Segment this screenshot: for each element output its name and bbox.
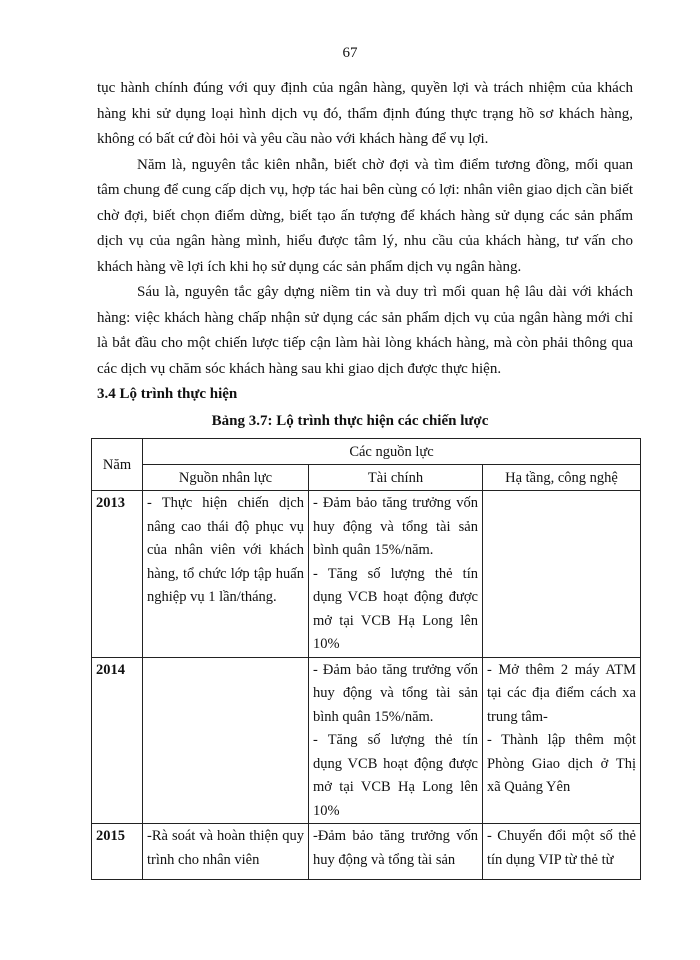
cell-infrastructure [483, 657, 641, 824]
cell-finance [309, 657, 483, 824]
infrastructure-item: - Mở thêm 2 máy ATM tại các địa điểm cách xa trung tâm- [487, 661, 636, 725]
cell-finance [309, 491, 483, 658]
finance-item: -Đảm bảo tăng trưởng vốn huy động và tổng tài sản [313, 828, 478, 868]
header-infrastructure: Hạ tầng, công nghệ [483, 465, 641, 491]
header-year: Năm [92, 439, 143, 491]
table-row [92, 657, 641, 824]
finance-item: - Đảm bảo tăng trưởng vốn huy động và tổng tài sản bình quân 15%/năm. [313, 495, 478, 558]
roadmap-table [91, 438, 641, 880]
finance-item: - Đảm bảo tăng trưởng vốn huy động và tổng tài sản bình quân 15%/năm. [313, 661, 478, 725]
section-heading: 3.4 Lộ trình thực hiện [97, 386, 238, 402]
cell-infrastructure [483, 824, 641, 880]
header-resources: Các nguồn lực [143, 439, 641, 465]
body-text [97, 76, 633, 382]
row-year: 2014 [92, 657, 143, 824]
cell-finance [309, 824, 483, 880]
infrastructure-item: - Chuyển đổi một số thẻ tín dụng VIP từ thẻ từ [487, 828, 636, 868]
row-year: 2015 [92, 824, 143, 880]
infrastructure-item: - Thành lập thêm một Phòng Giao dịch ở Thị xã Quảng Yên [487, 732, 636, 795]
table-row [92, 824, 641, 880]
paragraph-continued: tục hành chính đúng với quy định của ngân hàng, quyền lợi và trách nhiệm của khách hàng khi sử dụng loại hình dịch vụ đó, thẩm định đúng thực trạng hồ sơ khách hàng, không có bất cứ đòi hỏi và yêu cầu nào với khách hàng để vụ lợi. [97, 80, 633, 147]
table-header-row [92, 439, 641, 465]
cell-human-resources [143, 657, 309, 824]
cell-human-resources: - Thực hiện chiến dịch nâng cao thái độ phục vụ của nhân viên với khách hàng, tổ chức lớp tập huấn nghiệp vụ 1 lần/tháng. [143, 491, 309, 658]
finance-item: - Tăng số lượng thẻ tín dụng VCB hoạt động được mở tại VCB Hạ Long lên 10% [313, 732, 478, 819]
table-subheader-row [92, 465, 641, 491]
table-row [92, 491, 641, 658]
table-caption: Bảng 3.7: Lộ trình thực hiện các chiến lược [211, 413, 489, 429]
page-number: 67 [342, 45, 358, 61]
header-human-resources: Nguồn nhân lực [143, 465, 309, 491]
finance-item: - Tăng số lượng thẻ tín dụng VCB hoạt động được mở tại VCB Hạ Long lên 10% [313, 565, 478, 652]
header-finance: Tài chính [309, 465, 483, 491]
paragraph-principle-five: Năm là, nguyên tắc kiên nhẫn, biết chờ đợi và tìm điểm tương đồng, mối quan tâm chung để cung cấp dịch vụ, hợp tác hai bên cùng có lợi: nhân viên giao dịch cần biết chờ đợi, biết chọn điểm dừng, biết tạo ấn tượng để khách hàng sử dụng các sản phẩm dịch vụ của ngân hàng mình, hiểu được tâm lý, nhu cầu của khách hàng, tư vấn cho khách hàng về lợi ích khi họ sử dụng các sản phẩm dịch vụ ngân hàng. [97, 156, 633, 275]
cell-infrastructure [483, 491, 641, 658]
row-year: 2013 [92, 491, 143, 658]
cell-human-resources: -Rà soát và hoàn thiện quy trình cho nhân viên [143, 824, 309, 880]
paragraph-principle-six: Sáu là, nguyên tắc gây dựng niềm tin và duy trì mối quan hệ lâu dài với khách hàng: việc khách hàng chấp nhận sử dụng các sản phẩm dịch vụ của ngân hàng mới chỉ là bắt đầu cho một chiến lược tiếp cận làm hài lòng khách hàng, mà còn phải thông qua các dịch vụ chăm sóc khách hàng sau khi giao dịch được thực hiện. [97, 284, 633, 377]
